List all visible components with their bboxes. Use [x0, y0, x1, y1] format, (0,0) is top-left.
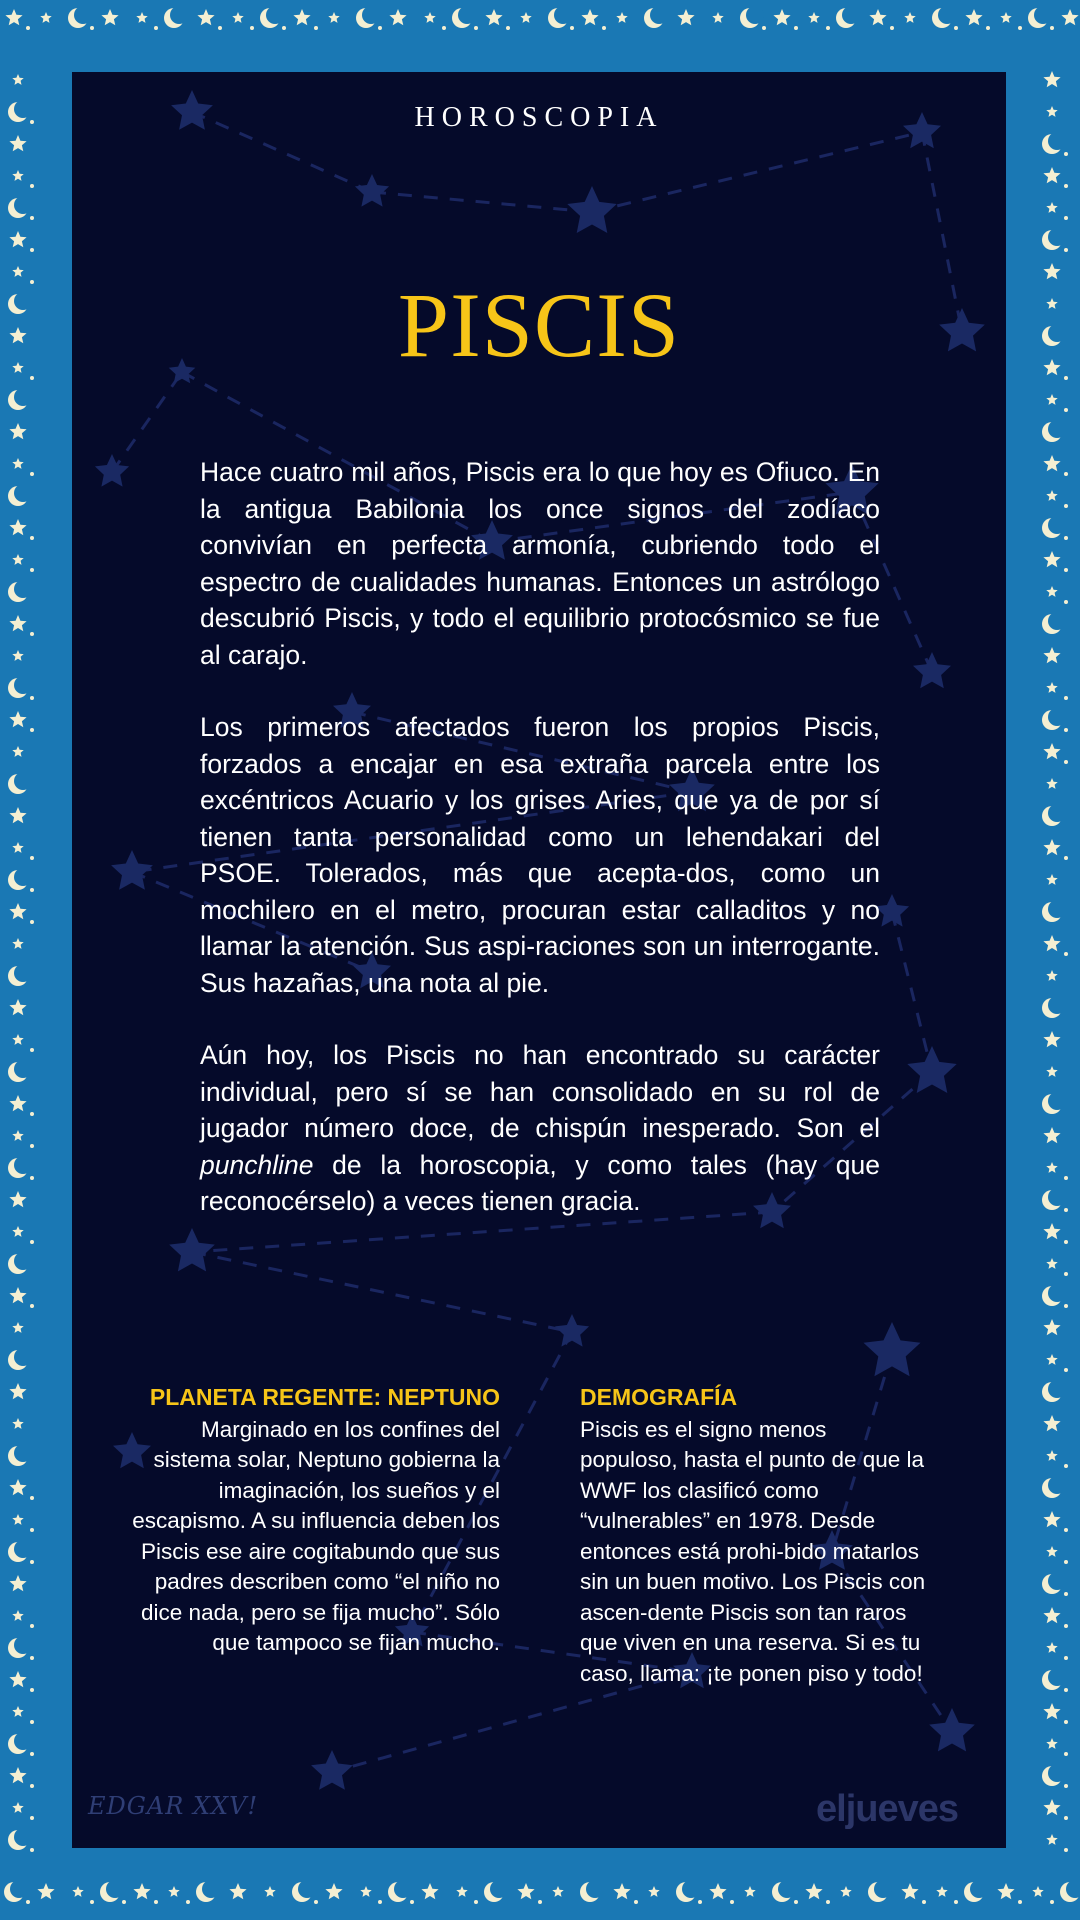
ruling-planet-box	[124, 1382, 500, 1659]
eljueves-logo: eljueves	[816, 1788, 958, 1830]
paragraph-3-end: de la horoscopia, y como tales (hay que reconocérselo) a veces tienen gracia.	[200, 1149, 880, 1216]
demographics-box	[580, 1382, 930, 1689]
punchline-emphasis: punchline	[200, 1149, 314, 1180]
section-label: HOROSCOPIA	[414, 102, 664, 133]
demographics-heading: DEMOGRAFÍA	[580, 1384, 738, 1410]
artist-signature: EDGAR XXV!	[88, 1792, 259, 1820]
demographics-text: Piscis es el signo menos populoso, hasta el punto de que la WWF los clasificó como “vulnerables” en 1978. Desde entonces está prohi-bido matarlos sin un buen motivo. Los Piscis con ascen-dente Piscis son tan raros que viven en una reserva. Si es tu caso, llama: ¡te ponen piso y todo!	[580, 1416, 926, 1686]
paragraph-1: Hace cuatro mil años, Piscis era lo que hoy es Ofiuco. En la antigua Babilonia los once signos del zodíaco convivían en perfecta armonía, cubriendo todo el espectro de cualidades humanas. Entonces un astrólogo descubrió Piscis, y todo el equilibrio protocósmico se fue al carajo.	[200, 457, 880, 670]
paragraph-3	[200, 1037, 880, 1220]
ruling-planet-heading: PLANETA REGENTE: NEPTUNO	[149, 1384, 500, 1410]
paragraph-3-start: Aún hoy, los Piscis no han encontrado su carácter individual, pero sí se han consolidado en su rol de jugador número doce, de chispún inesperado. Son el	[200, 1040, 880, 1143]
paragraph-2: Los primeros afectados fueron los propios Piscis, forzados a encajar en esa extraña parcela entre los excéntricos Acuario y los grises Aries, que ya de por sí tienen tanta personalidad como un lehendakari del PSOE. Tolerados, más que acepta-dos, como un mochilero en el metro, procuran estar calladitos y no llamar la atención. Sus aspi-raciones son un interrogante. Sus hazañas, una nota al pie.	[200, 712, 880, 998]
content-panel	[72, 72, 1006, 1848]
page-title: PISCIS	[397, 274, 681, 376]
article-body	[200, 454, 880, 1256]
ruling-planet-text: Marginado en los confines del sistema solar, Neptuno gobierna la imaginación, los sueños y el escapismo. A su influencia deben los Piscis ese aire cogitabundo que sus padres describen como “el niño no dice nada, pero se fija mucho”. Sólo que tampoco se fijan mucho.	[132, 1416, 500, 1655]
